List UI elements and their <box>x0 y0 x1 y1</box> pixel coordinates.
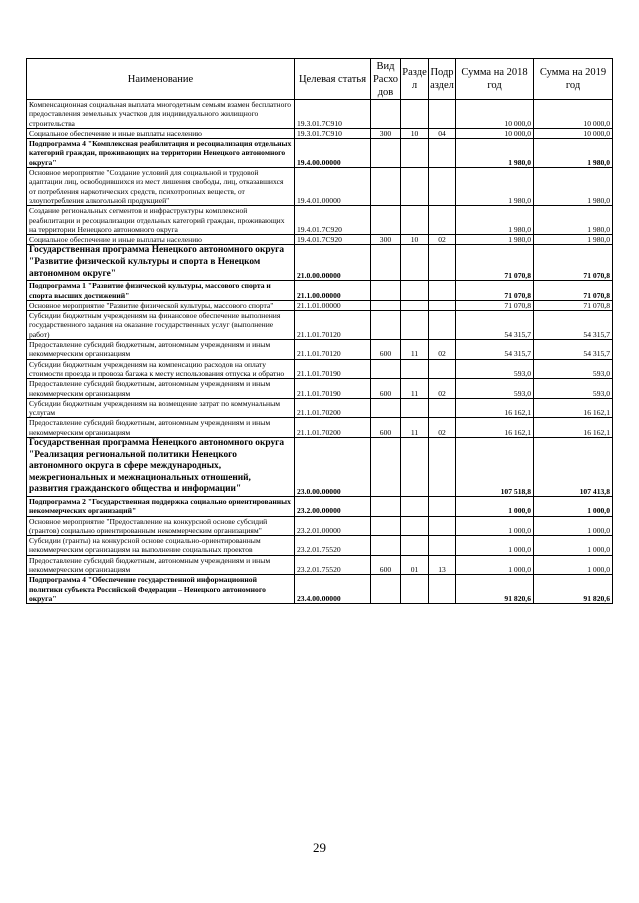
table-row <box>27 496 613 516</box>
row-subsection <box>429 437 456 496</box>
row-sum-2018: 71 070,8 <box>456 245 534 281</box>
row-kind: 600 <box>371 379 401 399</box>
row-section <box>401 516 429 536</box>
row-subsection <box>429 100 456 129</box>
row-code: 19.3.01.7С910 <box>295 100 371 129</box>
row-section: 10 <box>401 235 429 245</box>
row-sum-2019: 71 070,8 <box>534 281 613 301</box>
row-sum-2019: 1 000,0 <box>534 555 613 575</box>
header-sum-2019: Сумма на 2019 год <box>534 59 613 100</box>
row-code: 21.0.00.00000 <box>295 245 371 281</box>
table-row <box>27 311 613 340</box>
row-subsection: 04 <box>429 128 456 138</box>
row-kind <box>371 496 401 516</box>
row-section: 01 <box>401 555 429 575</box>
row-kind: 600 <box>371 418 401 438</box>
row-sum-2019: 593,0 <box>534 359 613 379</box>
row-kind <box>371 139 401 168</box>
row-kind <box>371 575 401 604</box>
row-name: Подпрограмма 4 "Обеспечение государственной информационной политики субъекта Российской Федерации – Ненецкого автономного округа" <box>27 575 295 604</box>
row-subsection <box>429 359 456 379</box>
row-sum-2019: 10 000,0 <box>534 128 613 138</box>
row-subsection <box>429 281 456 301</box>
row-sum-2019: 16 162,1 <box>534 398 613 418</box>
row-sum-2018: 71 070,8 <box>456 281 534 301</box>
table-row <box>27 555 613 575</box>
row-kind: 600 <box>371 555 401 575</box>
row-subsection <box>429 398 456 418</box>
row-section <box>401 359 429 379</box>
row-code: 21.1.01.70200 <box>295 418 371 438</box>
row-section <box>401 281 429 301</box>
row-section: 11 <box>401 418 429 438</box>
row-code: 23.4.00.00000 <box>295 575 371 604</box>
row-code: 23.2.01.75520 <box>295 536 371 556</box>
table-row <box>27 300 613 310</box>
row-sum-2018: 1 000,0 <box>456 496 534 516</box>
row-kind <box>371 300 401 310</box>
row-name: Государственная программа Ненецкого автономного округа "Развитие физической культуры и спорта в Ненецком автономном округе" <box>27 245 295 281</box>
table-row <box>27 340 613 360</box>
row-name: Основное мероприятие "Развитие физической культуры, массового спорта" <box>27 300 295 310</box>
row-sum-2018: 107 518,8 <box>456 437 534 496</box>
row-name: Социальное обеспечение и иные выплаты населению <box>27 235 295 245</box>
row-sum-2018: 16 162,1 <box>456 418 534 438</box>
row-kind <box>371 206 401 235</box>
row-sum-2019: 54 315,7 <box>534 311 613 340</box>
row-sum-2018: 1 980,0 <box>456 168 534 206</box>
table-row <box>27 206 613 235</box>
row-subsection <box>429 536 456 556</box>
row-sum-2019: 91 820,6 <box>534 575 613 604</box>
row-name: Предоставление субсидий бюджетным, автономным учреждениям и иным некоммерческим организациям <box>27 340 295 360</box>
table-row <box>27 100 613 129</box>
table-row <box>27 516 613 536</box>
row-code: 23.2.00.00000 <box>295 496 371 516</box>
table-row <box>27 235 613 245</box>
header-kind: Вид Расхо дов <box>371 59 401 100</box>
table-row <box>27 359 613 379</box>
row-sum-2018: 10 000,0 <box>456 100 534 129</box>
row-kind <box>371 398 401 418</box>
row-sum-2018: 593,0 <box>456 359 534 379</box>
row-sum-2019: 107 413,8 <box>534 437 613 496</box>
row-sum-2019: 10 000,0 <box>534 100 613 129</box>
row-kind <box>371 536 401 556</box>
row-section <box>401 311 429 340</box>
table-body <box>27 100 613 604</box>
row-sum-2019: 1 000,0 <box>534 516 613 536</box>
row-sum-2019: 1 980,0 <box>534 168 613 206</box>
row-section <box>401 398 429 418</box>
row-section: 11 <box>401 340 429 360</box>
row-kind <box>371 516 401 536</box>
row-sum-2019: 1 980,0 <box>534 206 613 235</box>
row-sum-2019: 54 315,7 <box>534 340 613 360</box>
row-sum-2018: 1 000,0 <box>456 555 534 575</box>
row-sum-2019: 1 980,0 <box>534 139 613 168</box>
row-name: Субсидии бюджетным учреждениям на компенсацию расходов на оплату стоимости проезда и провоза багажа к месту использования отпуска и обратно <box>27 359 295 379</box>
row-subsection <box>429 575 456 604</box>
row-code: 21.1.01.70190 <box>295 359 371 379</box>
row-subsection <box>429 496 456 516</box>
row-section <box>401 575 429 604</box>
row-sum-2018: 54 315,7 <box>456 311 534 340</box>
row-subsection <box>429 206 456 235</box>
budget-table <box>26 58 613 604</box>
page-number: 29 <box>313 840 326 855</box>
row-subsection: 02 <box>429 379 456 399</box>
row-sum-2018: 10 000,0 <box>456 128 534 138</box>
row-name: Подпрограмма 1 "Развитие физической культуры, массового спорта и спорта высших достижений" <box>27 281 295 301</box>
row-sum-2018: 593,0 <box>456 379 534 399</box>
row-name: Предоставление субсидий бюджетным, автономным учреждениям и иным некоммерческим организациям <box>27 418 295 438</box>
row-sum-2019: 1 000,0 <box>534 536 613 556</box>
row-section <box>401 168 429 206</box>
table-row <box>27 281 613 301</box>
row-section <box>401 245 429 281</box>
row-subsection <box>429 245 456 281</box>
row-kind <box>371 245 401 281</box>
header-name: Наименование <box>27 59 295 100</box>
table-row <box>27 575 613 604</box>
row-sum-2019: 16 162,1 <box>534 418 613 438</box>
row-sum-2019: 1 000,0 <box>534 496 613 516</box>
table-row <box>27 245 613 281</box>
table-header-row <box>27 59 613 100</box>
row-section: 11 <box>401 379 429 399</box>
row-sum-2018: 54 315,7 <box>456 340 534 360</box>
row-name: Основное мероприятие "Создание условий для социальной и трудовой адаптации лиц, освободившихся из мест лишения свободы, лиц, отказавшихся от потребления наркотических средств, психотропных веществ, от злоупотребления алкогольной продукцией" <box>27 168 295 206</box>
row-subsection <box>429 139 456 168</box>
row-section <box>401 496 429 516</box>
row-section <box>401 300 429 310</box>
row-kind <box>371 281 401 301</box>
header-subsection: Подр аздел <box>429 59 456 100</box>
row-sum-2019: 71 070,8 <box>534 300 613 310</box>
row-subsection <box>429 311 456 340</box>
row-name: Субсидии бюджетным учреждениям на возмещение затрат по коммунальным услугам <box>27 398 295 418</box>
row-kind <box>371 168 401 206</box>
row-name: Подпрограмма 2 "Государственная поддержка социально ориентированных некоммерческих организаций" <box>27 496 295 516</box>
row-kind: 300 <box>371 235 401 245</box>
row-name: Создание региональных сегментов и инфраструктуры комплексной реабилитации и ресоциализации отдельных категорий граждан, проживающих на территории Ненецкого автономного округа <box>27 206 295 235</box>
row-code: 21.1.01.70200 <box>295 398 371 418</box>
row-sum-2018: 16 162,1 <box>456 398 534 418</box>
row-subsection: 02 <box>429 418 456 438</box>
row-code: 21.1.01.00000 <box>295 300 371 310</box>
row-name: Субсидии (гранты) на конкурсной основе социально-ориентированным некоммерческим организациям на выполнение социальных проектов <box>27 536 295 556</box>
row-subsection: 13 <box>429 555 456 575</box>
row-name: Предоставление субсидий бюджетным, автономным учреждениям и иным некоммерческим организациям <box>27 379 295 399</box>
row-sum-2018: 1 980,0 <box>456 139 534 168</box>
row-name: Подпрограмма 4 "Комплексная реабилитация и ресоциализация отдельных категорий граждан, проживающих на территории Ненецкого автономного округа" <box>27 139 295 168</box>
row-sum-2018: 91 820,6 <box>456 575 534 604</box>
header-section: Разде л <box>401 59 429 100</box>
row-sum-2019: 1 980,0 <box>534 235 613 245</box>
row-sum-2018: 71 070,8 <box>456 300 534 310</box>
row-code: 21.1.01.70120 <box>295 340 371 360</box>
table-row <box>27 418 613 438</box>
table-row <box>27 437 613 496</box>
row-code: 23.2.01.75520 <box>295 555 371 575</box>
row-subsection <box>429 300 456 310</box>
row-kind <box>371 359 401 379</box>
row-code: 23.2.01.00000 <box>295 516 371 536</box>
row-kind <box>371 100 401 129</box>
row-name: Предоставление субсидий бюджетным, автономным учреждениям и иным некоммерческим организациям <box>27 555 295 575</box>
row-kind: 600 <box>371 340 401 360</box>
row-subsection <box>429 168 456 206</box>
row-code: 19.4.01.7С920 <box>295 206 371 235</box>
row-kind <box>371 437 401 496</box>
table-row <box>27 536 613 556</box>
row-code: 23.0.00.00000 <box>295 437 371 496</box>
row-code: 21.1.01.70190 <box>295 379 371 399</box>
table-row <box>27 398 613 418</box>
row-name: Компенсационная социальная выплата многодетным семьям взамен бесплатного предоставления земельных участков для индивидуального жилищного строительства <box>27 100 295 129</box>
row-code: 19.3.01.7С910 <box>295 128 371 138</box>
row-kind: 300 <box>371 128 401 138</box>
row-subsection <box>429 516 456 536</box>
row-kind <box>371 311 401 340</box>
header-code: Целевая статья <box>295 59 371 100</box>
header-sum-2018: Сумма на 2018 год <box>456 59 534 100</box>
row-name: Субсидии бюджетным учреждениям на финансовое обеспечение выполнения государственного задания на оказание государственных услуг (выполнение работ) <box>27 311 295 340</box>
row-section <box>401 100 429 129</box>
row-sum-2018: 1 000,0 <box>456 516 534 536</box>
row-name: Социальное обеспечение и иные выплаты населению <box>27 128 295 138</box>
row-section <box>401 206 429 235</box>
row-sum-2018: 1 000,0 <box>456 536 534 556</box>
row-code: 21.1.00.00000 <box>295 281 371 301</box>
row-code: 21.1.01.70120 <box>295 311 371 340</box>
row-subsection: 02 <box>429 340 456 360</box>
table-row <box>27 168 613 206</box>
row-sum-2019: 593,0 <box>534 379 613 399</box>
row-sum-2018: 1 980,0 <box>456 235 534 245</box>
row-section <box>401 139 429 168</box>
row-code: 19.4.00.00000 <box>295 139 371 168</box>
row-name: Государственная программа Ненецкого автономного округа "Реализация региональной политики Ненецкого автономного округа в сфере международных, межрегиональных и межнациональных отношений, развития гражданского общества и информации" <box>27 437 295 496</box>
row-sum-2018: 1 980,0 <box>456 206 534 235</box>
row-section <box>401 536 429 556</box>
row-section <box>401 437 429 496</box>
row-code: 19.4.01.7С920 <box>295 235 371 245</box>
row-code: 19.4.01.00000 <box>295 168 371 206</box>
row-name: Основное мероприятие "Предоставление на конкурсной основе субсидий (грантов) социально ориентированным некоммерческим организациям" <box>27 516 295 536</box>
row-section: 10 <box>401 128 429 138</box>
table-row <box>27 139 613 168</box>
table-row <box>27 128 613 138</box>
row-subsection: 02 <box>429 235 456 245</box>
table-row <box>27 379 613 399</box>
row-sum-2019: 71 070,8 <box>534 245 613 281</box>
